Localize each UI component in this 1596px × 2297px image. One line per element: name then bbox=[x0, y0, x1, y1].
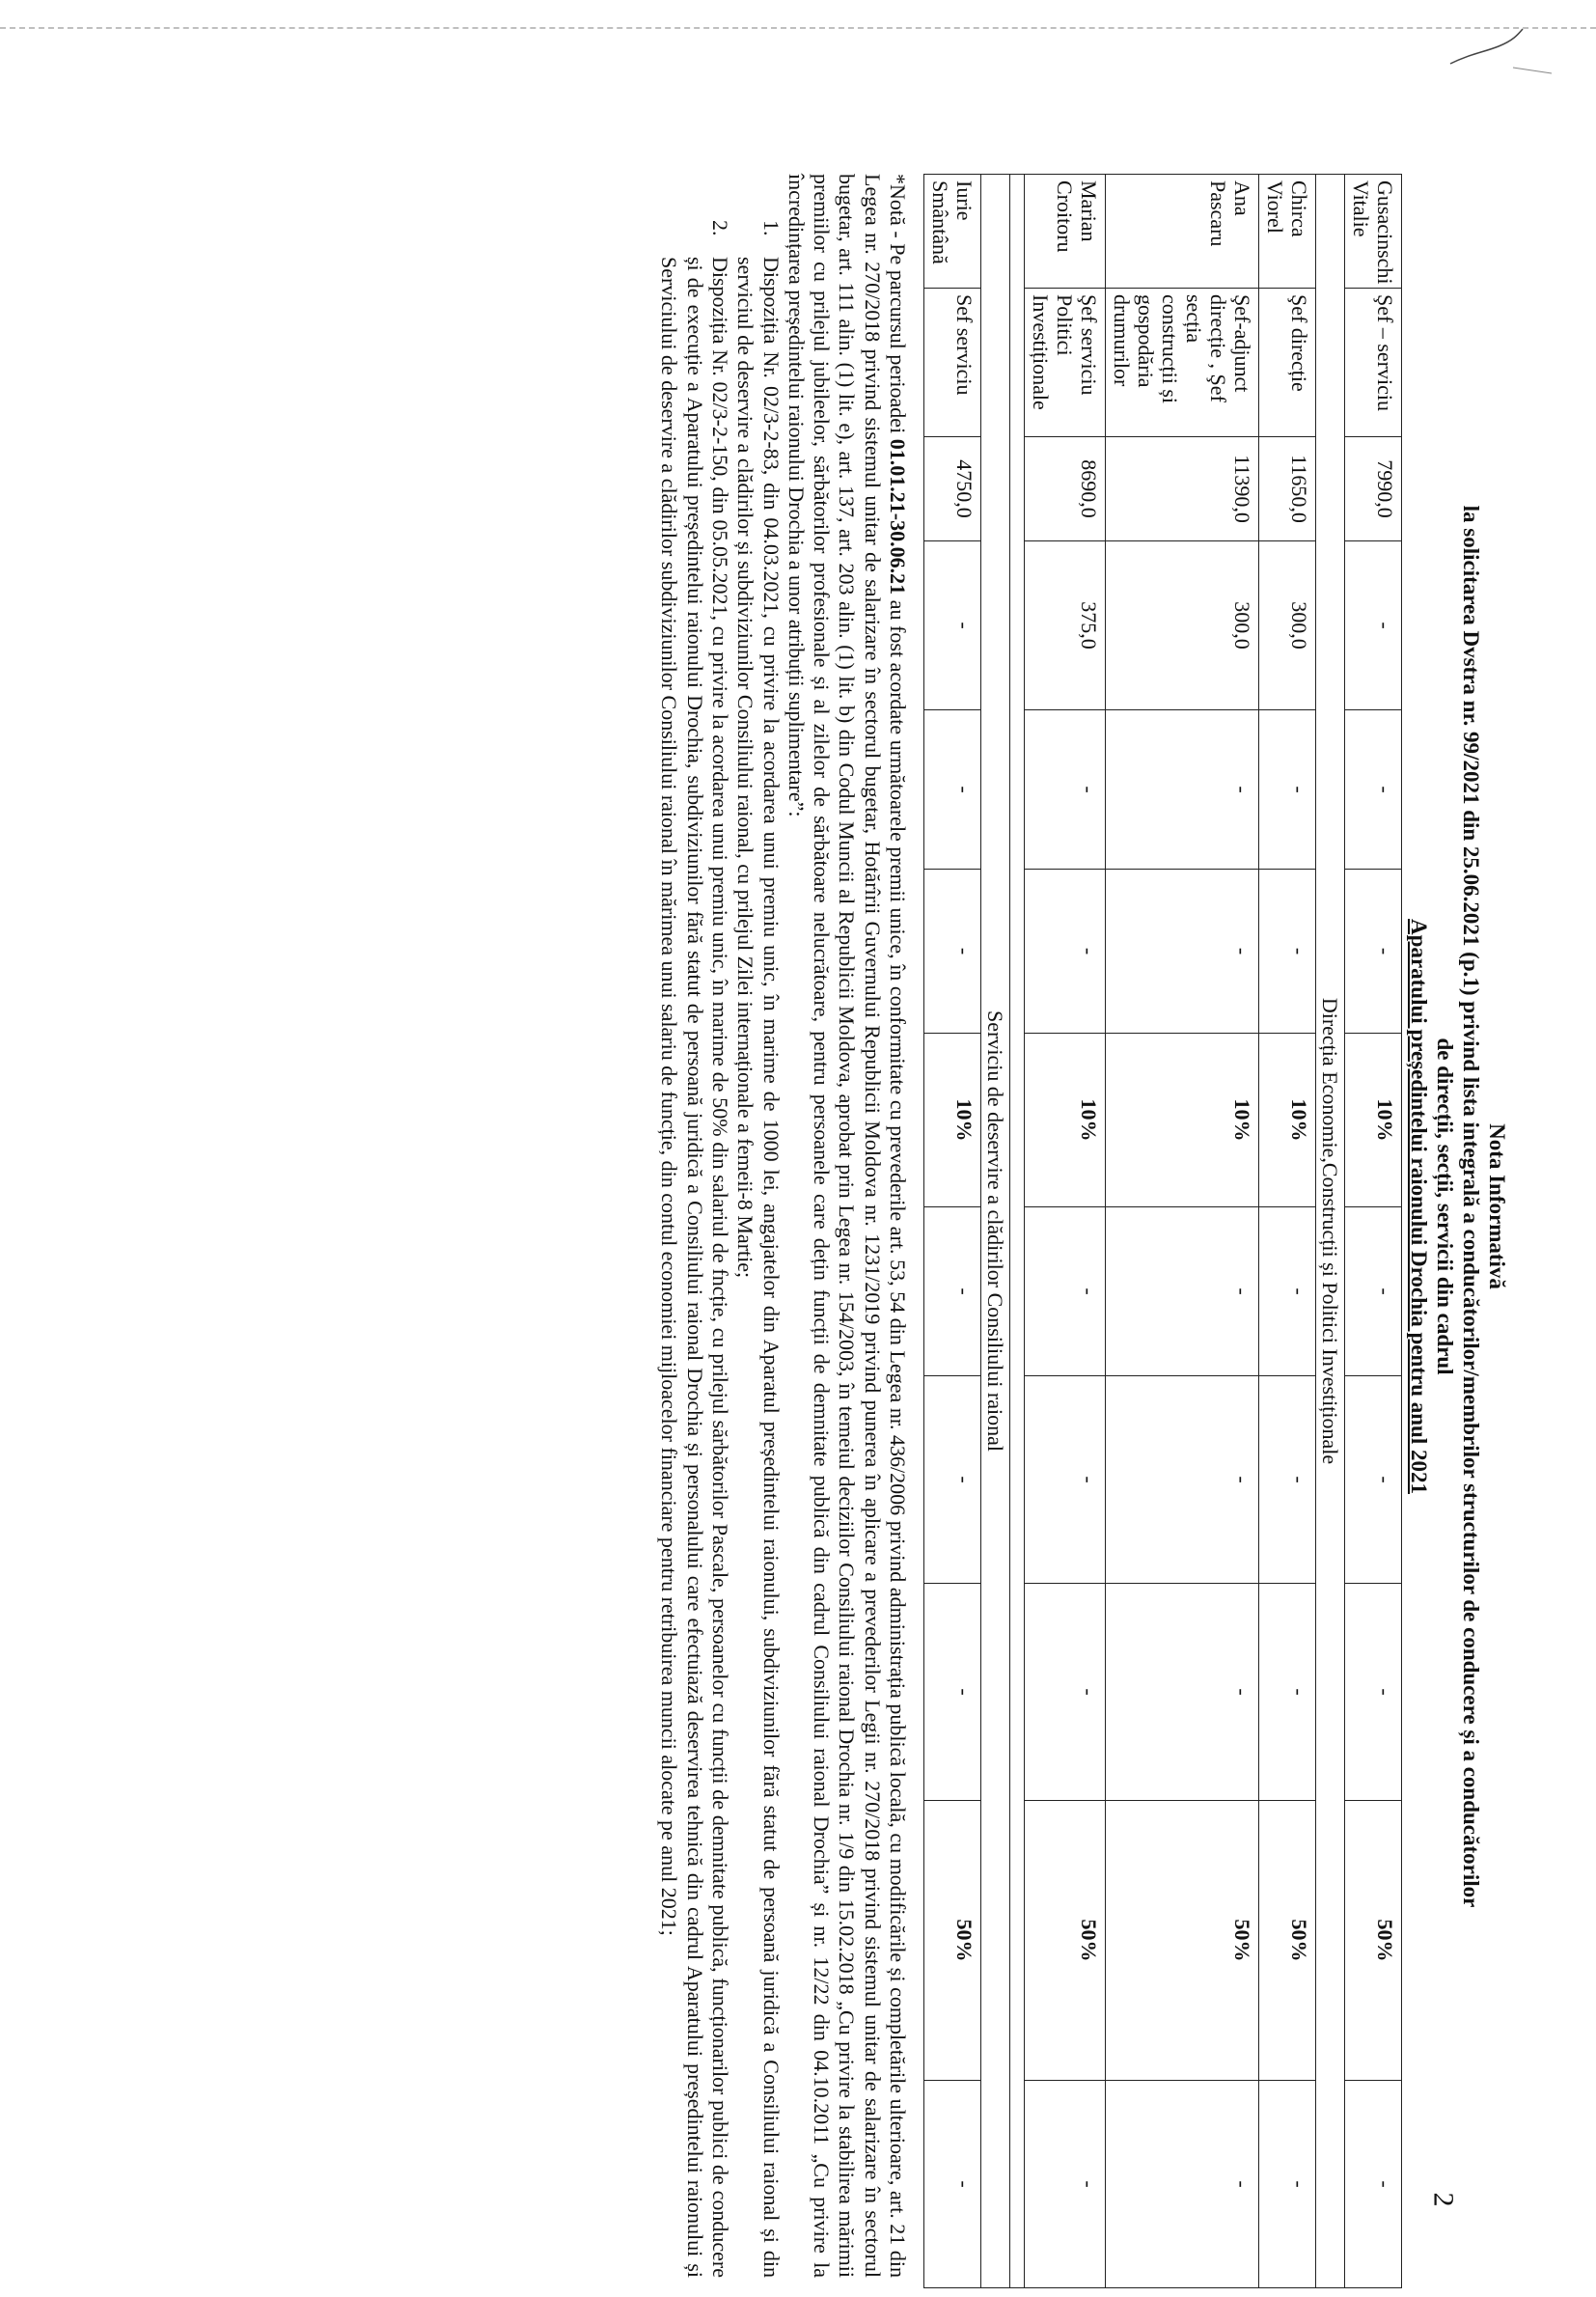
cell-c6: - bbox=[1259, 870, 1316, 1034]
cell-c12: - bbox=[1106, 2081, 1259, 2288]
cell-c4: 300,0 bbox=[1106, 541, 1259, 710]
title-block bbox=[1406, 116, 1510, 2297]
footnote-item: 2. Dispoziția Nr. 02/3-2-150, din 05.05.2021, cu privire la acordarea unui premiu unic, în marime de 50% din salariul de fncție, cu prilejul sărbătorilor Pascale, persoanelor cu funcții de demnitate publică, funcționarilor publici de conducere și de execuție a Aparatului președintelui raionului Drochia, subdiviziunilor fără statut de persoană juridică a Consiliului raional Drochia și personalului care efectuiază deservirea tehnică din cadrul Aparatului președintelui raionului și Serviciului de deservire a clădirilor subdiviziunilor Consiliului raional în mărimea unui salariu de funcție, din contul economiei mijloacelor financiare pentru retribuirea muncii alocate pe anul 2021; bbox=[656, 241, 732, 2278]
cell-c12: - bbox=[1345, 2081, 1402, 2288]
cell-salary: 7990,0 bbox=[1345, 437, 1402, 541]
table-row bbox=[1259, 175, 1316, 2288]
scan-edge-line bbox=[0, 27, 1596, 29]
cell-c9: - bbox=[924, 1376, 981, 1584]
section-services bbox=[981, 175, 1010, 2288]
cell-c8: - bbox=[1345, 1207, 1402, 1376]
title-heading: Nota Informativă bbox=[1485, 1123, 1509, 1289]
cell-c9: - bbox=[1345, 1376, 1402, 1584]
table-body-top bbox=[1345, 175, 1402, 2288]
leaders-table bbox=[923, 174, 1402, 2288]
cell-c10: - bbox=[924, 1584, 981, 1801]
section-row bbox=[1316, 175, 1345, 2288]
cell-c4: 375,0 bbox=[1025, 541, 1106, 710]
rotated-page bbox=[5, 116, 1510, 2297]
cell-pct50: 50% bbox=[1025, 1801, 1106, 2081]
cell-c6: - bbox=[924, 870, 981, 1034]
cell-pct50: 50% bbox=[1259, 1801, 1316, 2081]
cell-pct10: 10% bbox=[1259, 1034, 1316, 1207]
cell-pct50: 50% bbox=[1106, 1801, 1259, 2081]
cell-pct50: 50% bbox=[1345, 1801, 1402, 2081]
cell-c10: - bbox=[1345, 1584, 1402, 1801]
cell-salary: 4750,0 bbox=[924, 437, 981, 541]
cell-c10: - bbox=[1025, 1584, 1106, 1801]
cell-position: Şef serviciu Politici Investiționale bbox=[1025, 289, 1106, 437]
cell-c5: - bbox=[1025, 710, 1106, 870]
cell-c9: - bbox=[1259, 1376, 1316, 1584]
cell-name: Chirca Viorel bbox=[1259, 175, 1316, 289]
table-row bbox=[1025, 175, 1106, 2288]
cell-c5: - bbox=[1106, 710, 1259, 870]
cell-c5: - bbox=[924, 710, 981, 870]
table-body-section1 bbox=[1025, 175, 1316, 2288]
cell-salary: 11390,0 bbox=[1106, 437, 1259, 541]
title-subject-cont: de direcții, secții, servicii din cadrul bbox=[1433, 1038, 1457, 1375]
cell-c6: - bbox=[1106, 870, 1259, 1034]
cell-c8: - bbox=[1025, 1207, 1106, 1376]
table-row bbox=[924, 175, 981, 2288]
cell-salary: 11650,0 bbox=[1259, 437, 1316, 541]
cell-position: Şef – serviciu bbox=[1345, 289, 1402, 437]
cell-c9: - bbox=[1106, 1376, 1259, 1584]
cell-name: Iurie Smântână bbox=[924, 175, 981, 289]
cell-c8: - bbox=[1259, 1207, 1316, 1376]
cell-c6: - bbox=[1345, 870, 1402, 1034]
cell-pct10: 10% bbox=[1106, 1034, 1259, 1207]
cell-c12: - bbox=[1025, 2081, 1106, 2288]
cell-pct10: 10% bbox=[1025, 1034, 1106, 1207]
cell-position: Şef-adjunct direcție , Şef secția construcții și gospodăria drumurilor bbox=[1106, 289, 1259, 437]
cell-c8: - bbox=[1106, 1207, 1259, 1376]
footnote-item: 1. Dispoziția Nr. 02/3-2-83, din 04.03.2021, cu privire la acordarea unui premiu unic, în marime de 1000 lei, angajatelor din Aparatul președintelui raionului, subdiviziunilor fără statut de persoană juridică a Consiliului raional și din serviciul de deservire a clădirilor și subdiviziunilor Consiliului raional, cu prilejul Zilei internaționale a femeii-8 Martie; bbox=[732, 241, 784, 2278]
title-subject: la solicitarea Dvstra nr. 99/2021 din 25.06.2021 (p.1) privind lista integrală a conducătorilor/membrilor structurilor de conducere și a conducătorilor bbox=[1459, 505, 1483, 1908]
cell-position: Sef serviciu bbox=[924, 289, 981, 437]
cell-c6: - bbox=[1025, 870, 1106, 1034]
cell-name: Marian Croitoru bbox=[1025, 175, 1106, 289]
cell-c5: - bbox=[1259, 710, 1316, 870]
page-number: 2 bbox=[1427, 2192, 1460, 2207]
table-body-section2 bbox=[924, 175, 981, 2288]
handwritten-mark-icon bbox=[1445, 25, 1561, 83]
cell-pct10: 10% bbox=[924, 1034, 981, 1207]
table-row bbox=[1345, 175, 1402, 2288]
blank-row bbox=[1010, 175, 1025, 2288]
cell-salary: 8690,0 bbox=[1025, 437, 1106, 541]
section-row bbox=[981, 175, 1010, 2288]
cell-pct50: 50% bbox=[924, 1801, 981, 2081]
cell-c10: - bbox=[1106, 1584, 1259, 1801]
footnote-text: *Notă - Pe parcursul perioadei 01.01.21-30.06.21 au fost acordate următoarele premii unice, în conformitate cu prevederile art. 53, 54 din Legea nr. 436/2006 privind administrația publică locală, cu modificările și completările ulterioare, art. 21 din Legea nr. 270/2018 privind sistemul unitar de salarizare în sectorul bugetar, Hotărîrii Guvernului Republicii Moldova nr. 1231/2019 privind punerea în aplicare a prevederilor Legii nr. 270/2018 privind sistemul unitar de salarizare în sectorul bugetar, art. 111 alin. (1) lit. e), art. 137, art. 203 alin. (1) lit. b) din Codul Muncii al Republicii Moldova, aprobat prin Legea nr. 154/2003, în temeiul deciziilor Consiliului raional Drochia nr. 1/9 din 15.02.2018 „Cu privire la stabilirea mărimii premiilor cu prilejul jubileelor, sărbătorilor profesionale și al zilelor de sărbătoare nelucrătoare, pentru persoanele care dețin funcții de demnitate publică din cadrul Consiliului raional Drochia” și nr. 12/22 din 04.10.2011 „Cu privire la încredințarea președintelui raionului Drochia a unor atribuții suplimentare”: bbox=[784, 174, 910, 2279]
cell-name: Gusacinschi Vitalie bbox=[1345, 175, 1402, 289]
cell-c4: - bbox=[924, 541, 981, 710]
cell-position: Şef direcție bbox=[1259, 289, 1316, 437]
cell-c4: - bbox=[1345, 541, 1402, 710]
cell-c4: 300,0 bbox=[1259, 541, 1316, 710]
section-director bbox=[1316, 175, 1345, 2288]
cell-c10: - bbox=[1259, 1584, 1316, 1801]
footnote bbox=[656, 174, 910, 2278]
cell-name: Ana Pascaru bbox=[1106, 175, 1259, 289]
cell-c8: - bbox=[924, 1207, 981, 1376]
cell-pct10: 10% bbox=[1345, 1034, 1402, 1207]
section-title: Direcția Economie,Construcții și Politici Investiționale bbox=[1316, 175, 1345, 2288]
title-institution: Aparatului președintelui raionului Drochia pentru anul 2021 bbox=[1407, 919, 1431, 1494]
cell-c12: - bbox=[924, 2081, 981, 2288]
cell-c9: - bbox=[1025, 1376, 1106, 1584]
footnote-list bbox=[656, 174, 783, 2278]
table-row bbox=[1106, 175, 1259, 2288]
section-spacer bbox=[1010, 175, 1025, 2288]
section-title: Serviciu de deservire a clădirilor Consiliului raional bbox=[981, 175, 1010, 2288]
cell-c5: - bbox=[1345, 710, 1402, 870]
cell-c12: - bbox=[1259, 2081, 1316, 2288]
